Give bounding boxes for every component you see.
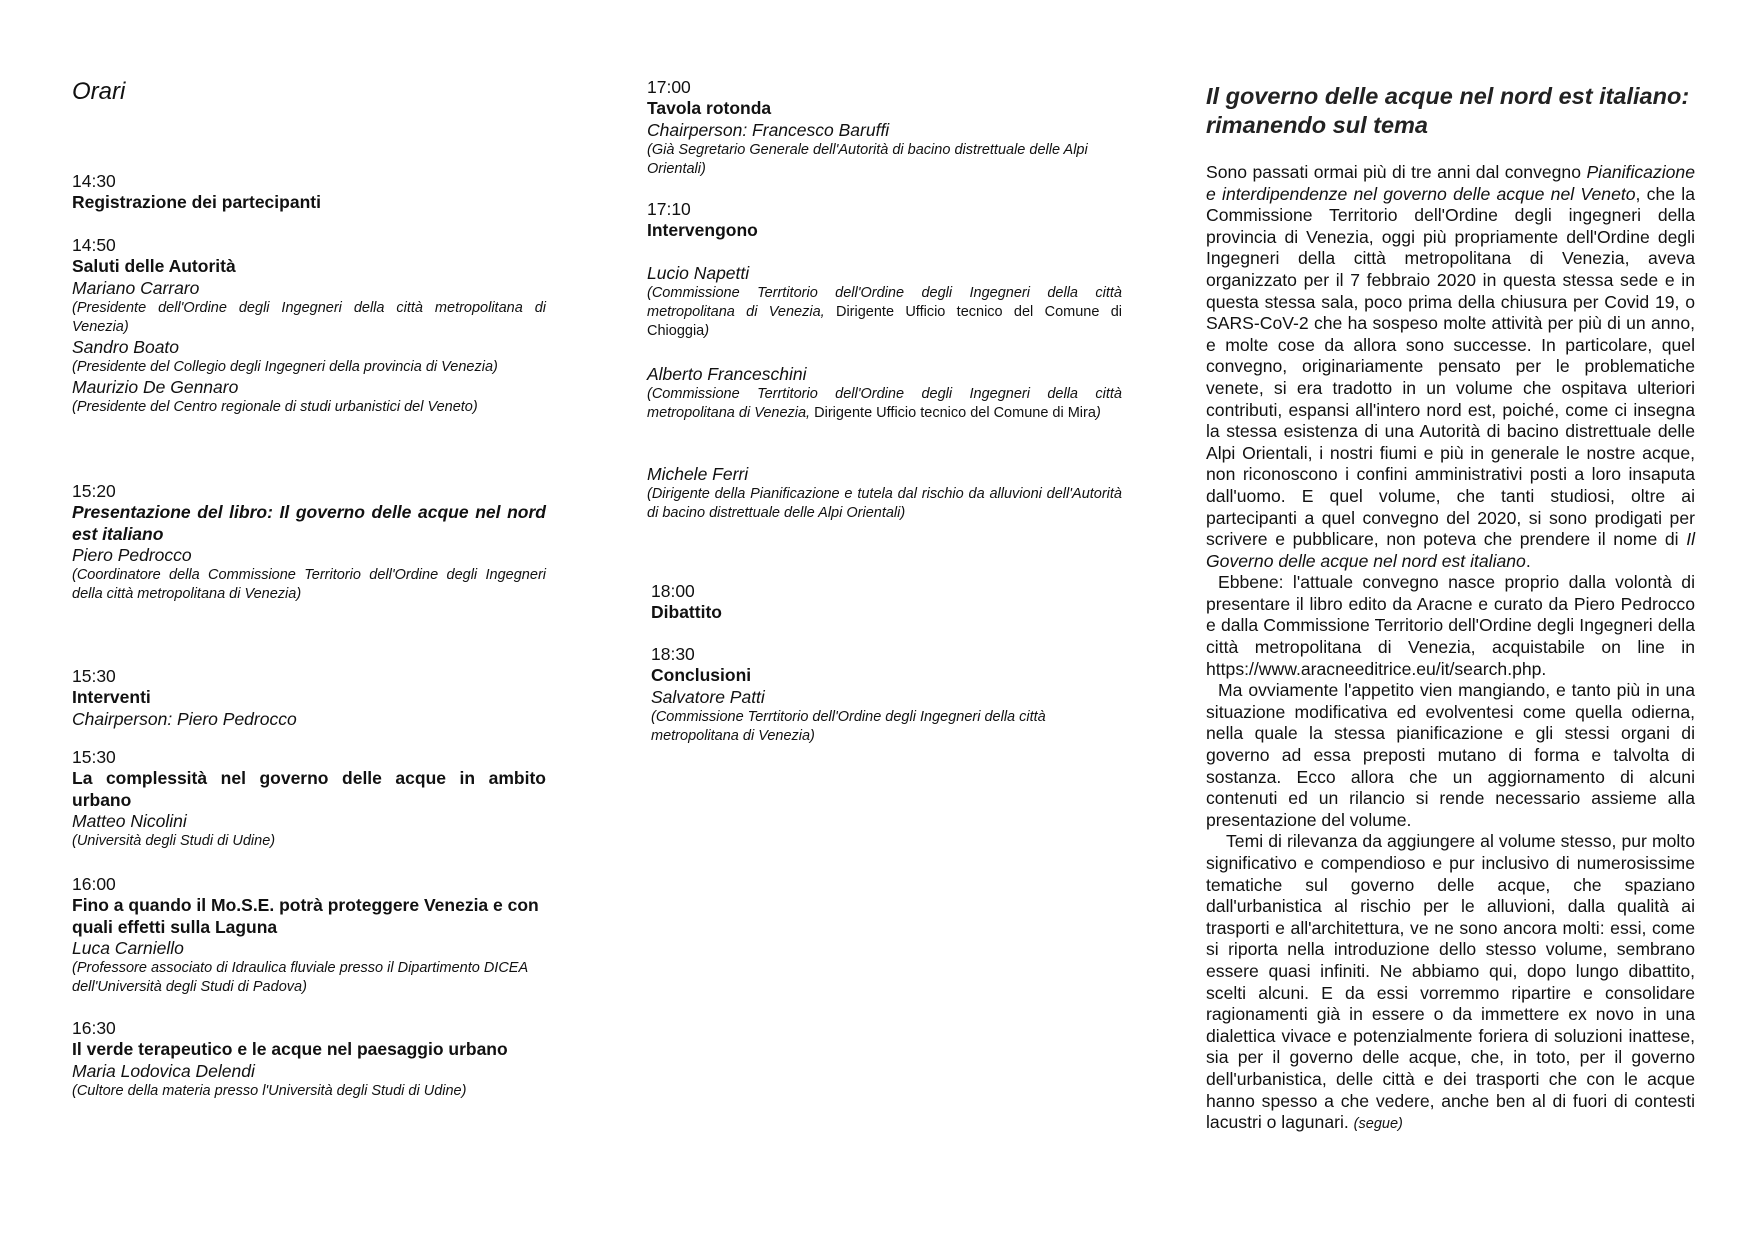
continued-note: (segue) bbox=[1353, 1116, 1403, 1133]
item-time: 14:30 bbox=[72, 171, 116, 191]
schedule-item bbox=[647, 77, 1122, 179]
speaker-name: Michele Ferri bbox=[647, 464, 749, 484]
text-run: Temi di rilevanza da aggiungere al volume stesso, pur molto significativo e compendioso e pur inclusivo di numerosissime tematiche sul governo delle acque, che spaziano dall'urbanistica al rischio per le alluvioni, dalla qualità ai trasporti e all'architettura, ve ne sono ancora molti: essi, come si riporta nella introduzione dello stesso volume, sembrano essere quasi infiniti. Ne abbiamo qui, dopo lungo dibattito, scelti alcuni. E da essi vorremmo ripartire e consolidare ragionamenti già in essere o da immettere ex novo in una dialettica vivace e potenzialmente foriera di soluzioni inattese, sia per il governo delle acque, che, in toto, per il governo dell'urbanistica, delle città e dei trasporti che con le acque hanno spesso a che vedere, anche ben al di fuori di contesti lacustri o lagunari. bbox=[1206, 831, 1695, 1133]
item-time: 17:00 bbox=[647, 77, 691, 97]
item-title: Registrazione dei partecipanti bbox=[72, 192, 321, 212]
affiliation-close: ) bbox=[704, 323, 710, 339]
schedule-item bbox=[72, 1018, 546, 1101]
speaker-name: Matteo Nicolini bbox=[72, 811, 187, 831]
speaker-name: Mariano Carraro bbox=[72, 277, 200, 298]
panelist bbox=[647, 364, 1122, 423]
speaker-affiliation: (Presidente dell'Ordine degli Ingegneri della città metropolitana di Venezia) bbox=[72, 299, 546, 335]
speaker-name: Salvatore Patti bbox=[651, 686, 765, 707]
chair-label: Chairperson bbox=[72, 708, 168, 729]
article-paragraph bbox=[1206, 162, 1695, 572]
speaker-name: Piero Pedrocco bbox=[72, 545, 192, 565]
affiliation-close: ) bbox=[1095, 405, 1101, 421]
speaker-name: Alberto Franceschini bbox=[647, 364, 807, 384]
conference-title: Pianificazione e interdipendenze nel governo delle acque nel Veneto bbox=[1206, 162, 1695, 204]
item-title: La complessità nel governo delle acque in ambito urbano bbox=[72, 768, 546, 810]
text-run: , che la Commissione Territorio dell'Ordine degli ingegneri della provincia di Venezia, oggi più propriamente dell'Ordine degli Ingegneri della città metropolitana di Venezia, aveva organizzato per il 7 febbraio 2020 in questa stessa sede e in questa stessa sala, poco prima della chiusura per Covid 19, o SARS-CoV-2 che ha sospeso molte attività per più di un anno, e molte cose da allora sono successe. In particolare, quel convegno, originariamente pensato per le problematiche venete, si era tradotto in un volume che ospitava ulteriori contributi, espansi all'intero nord est, poiché, come ci insegna la stessa esistenza di una Autorità di bacino distrettuale delle Alpi Orientali, i nostri fiumi e più in generale le nostre acque, non riconoscono i confini amministrativi posti a loro insaputa dall'uomo. E quel volume, che tanti studiosi, oltre ai partecipanti a quel convegno del 2020, si sono prodigati per scrivere e pubblicare, non poteva che prendere il nome di bbox=[1206, 183, 1695, 550]
schedule-item bbox=[72, 747, 546, 851]
item-time: 15:30 bbox=[72, 666, 116, 686]
speaker-affiliation: (Dirigente della Pianificazione e tutela dal rischio da alluvioni dell'Autorità di bacino distrettuale delle Alpi Orientali) bbox=[647, 486, 1122, 521]
item-time: 14:50 bbox=[72, 235, 116, 255]
affiliation-role: Dirigente Ufficio tecnico del Comune di Mira bbox=[810, 405, 1096, 421]
item-time: 18:00 bbox=[651, 581, 695, 601]
speaker-affiliation: (Presidente del Centro regionale di studi urbanistici del Veneto) bbox=[72, 398, 478, 415]
schedule-item bbox=[72, 874, 546, 997]
speaker-affiliation: (Presidente del Collegio degli Ingegneri della provincia di Venezia) bbox=[72, 358, 498, 375]
speaker-name: Lucio Napetti bbox=[647, 263, 750, 283]
schedule-item bbox=[72, 235, 546, 417]
speaker-name: Maria Lodovica Delendi bbox=[72, 1060, 255, 1081]
schedule-item bbox=[647, 199, 1122, 242]
item-title: Conclusioni bbox=[651, 665, 752, 685]
item-title: Saluti delle Autorità bbox=[72, 256, 236, 276]
speaker-affiliation bbox=[647, 385, 1122, 423]
schedule-item bbox=[651, 581, 1122, 624]
article-paragraph: Ma ovviamente l'appetito vien mangiando, e tanto più in una situazione modificativa ed evolventesi come quella odierna, nella quale la stessa pianificazione e gli stessi organi di governo ad essa preposti mutano di forma e talvolta di sostanza. Ecco allora che un aggiornamento di alcuni contenuti ed un rilancio si rende necessario assieme alla presentazione del volume. bbox=[1206, 680, 1695, 830]
item-time: 15:30 bbox=[72, 747, 116, 767]
speaker-name: Sandro Boato bbox=[72, 336, 180, 357]
item-title: Dibattito bbox=[651, 602, 722, 622]
item-title: Tavola rotonda bbox=[647, 98, 772, 118]
item-title: Il verde terapeutico e le acque nel paesaggio urbano bbox=[72, 1039, 508, 1059]
item-title: Fino a quando il Mo.S.E. potrà proteggere Venezia e con quali effetti sulla Laguna bbox=[72, 895, 539, 937]
speaker-name: Maurizio De Gennaro bbox=[72, 376, 239, 397]
article-body bbox=[1206, 162, 1695, 1136]
article-paragraph bbox=[1206, 831, 1695, 1135]
affiliation-italic: (Commissione Terrtitorio dell'Ordine degli Ingegneri della città metropolitana di Venezia, bbox=[647, 285, 1122, 320]
affiliation-role: Dirigente Ufficio tecnico del Comune di Chioggia bbox=[647, 304, 1123, 339]
chair-name: : Piero Pedrocco bbox=[167, 708, 297, 729]
schedule-middle-column bbox=[647, 0, 1122, 1240]
speaker-name: Luca Carniello bbox=[72, 938, 184, 958]
text-run: . bbox=[1525, 550, 1531, 571]
chair-name: : Francesco Baruffi bbox=[742, 119, 890, 140]
speaker-affiliation bbox=[647, 284, 1122, 341]
chairperson bbox=[72, 709, 546, 730]
article-paragraph: Ebbene: l'attuale convegno nasce proprio dalla volontà di presentare il libro edito da Aracne e curato da Piero Pedrocco e dalla Commissione Territorio dell'Ordine degli Ingegneri della città metropolitana di Venezia, acquistabile on line in https://www.aracneeditrice.eu/it/search.php. bbox=[1206, 572, 1695, 679]
speaker-affiliation: (Commissione Terrtitorio dell'Ordine degli Ingegneri della città metropolitana di Venezia) bbox=[651, 708, 1046, 744]
item-title: Interventi bbox=[72, 687, 151, 707]
item-time: 17:10 bbox=[647, 199, 691, 219]
article-column bbox=[1206, 0, 1695, 1240]
schedule-item bbox=[72, 666, 546, 730]
speaker-affiliation: (Coordinatore della Commissione Territorio dell'Ordine degli Ingegneri della città metropolitana di Venezia) bbox=[72, 567, 546, 602]
affiliation-italic: (Commissione Terrtitorio dell'Ordine degli Ingegneri della città metropolitana di Venezia, bbox=[647, 386, 1122, 421]
item-time: 16:00 bbox=[72, 874, 116, 894]
book-title: Il Governo delle acque nel nord est italiano bbox=[1206, 529, 1695, 571]
item-time: 15:20 bbox=[72, 481, 116, 501]
item-title: Intervengono bbox=[647, 220, 758, 240]
schedule-item bbox=[72, 171, 546, 214]
item-time: 16:30 bbox=[72, 1018, 116, 1038]
article-title: Il governo delle acque nel nord est italiano: rimanendo sul tema bbox=[1206, 83, 1690, 138]
chair-affiliation: (Già Segretario Generale dell'Autorità di bacino distrettuale delle Alpi Orientali) bbox=[647, 141, 1088, 177]
text-run: Sono passati ormai più di tre anni dal convegno bbox=[1206, 162, 1587, 182]
item-time: 18:30 bbox=[651, 644, 695, 664]
item-title: Presentazione del libro: Il governo delle acque nel nord est italiano bbox=[72, 502, 546, 544]
schedule-item bbox=[651, 644, 1122, 746]
chairperson bbox=[647, 120, 1122, 141]
schedule-heading: Orari bbox=[72, 78, 126, 105]
panelist bbox=[647, 464, 1122, 523]
schedule-left-column bbox=[72, 0, 546, 1240]
speaker-affiliation: (Cultore della materia presso l'Università degli Studi di Udine) bbox=[72, 1082, 467, 1099]
schedule-item bbox=[72, 481, 546, 604]
speaker-affiliation: (Università degli Studi di Udine) bbox=[72, 833, 276, 849]
chair-label: Chairperson bbox=[647, 119, 743, 140]
panelist bbox=[647, 263, 1122, 341]
speaker-affiliation: (Professore associato di Idraulica fluviale presso il Dipartimento DICEA dell'Università degli Studi di Padova) bbox=[72, 960, 528, 995]
